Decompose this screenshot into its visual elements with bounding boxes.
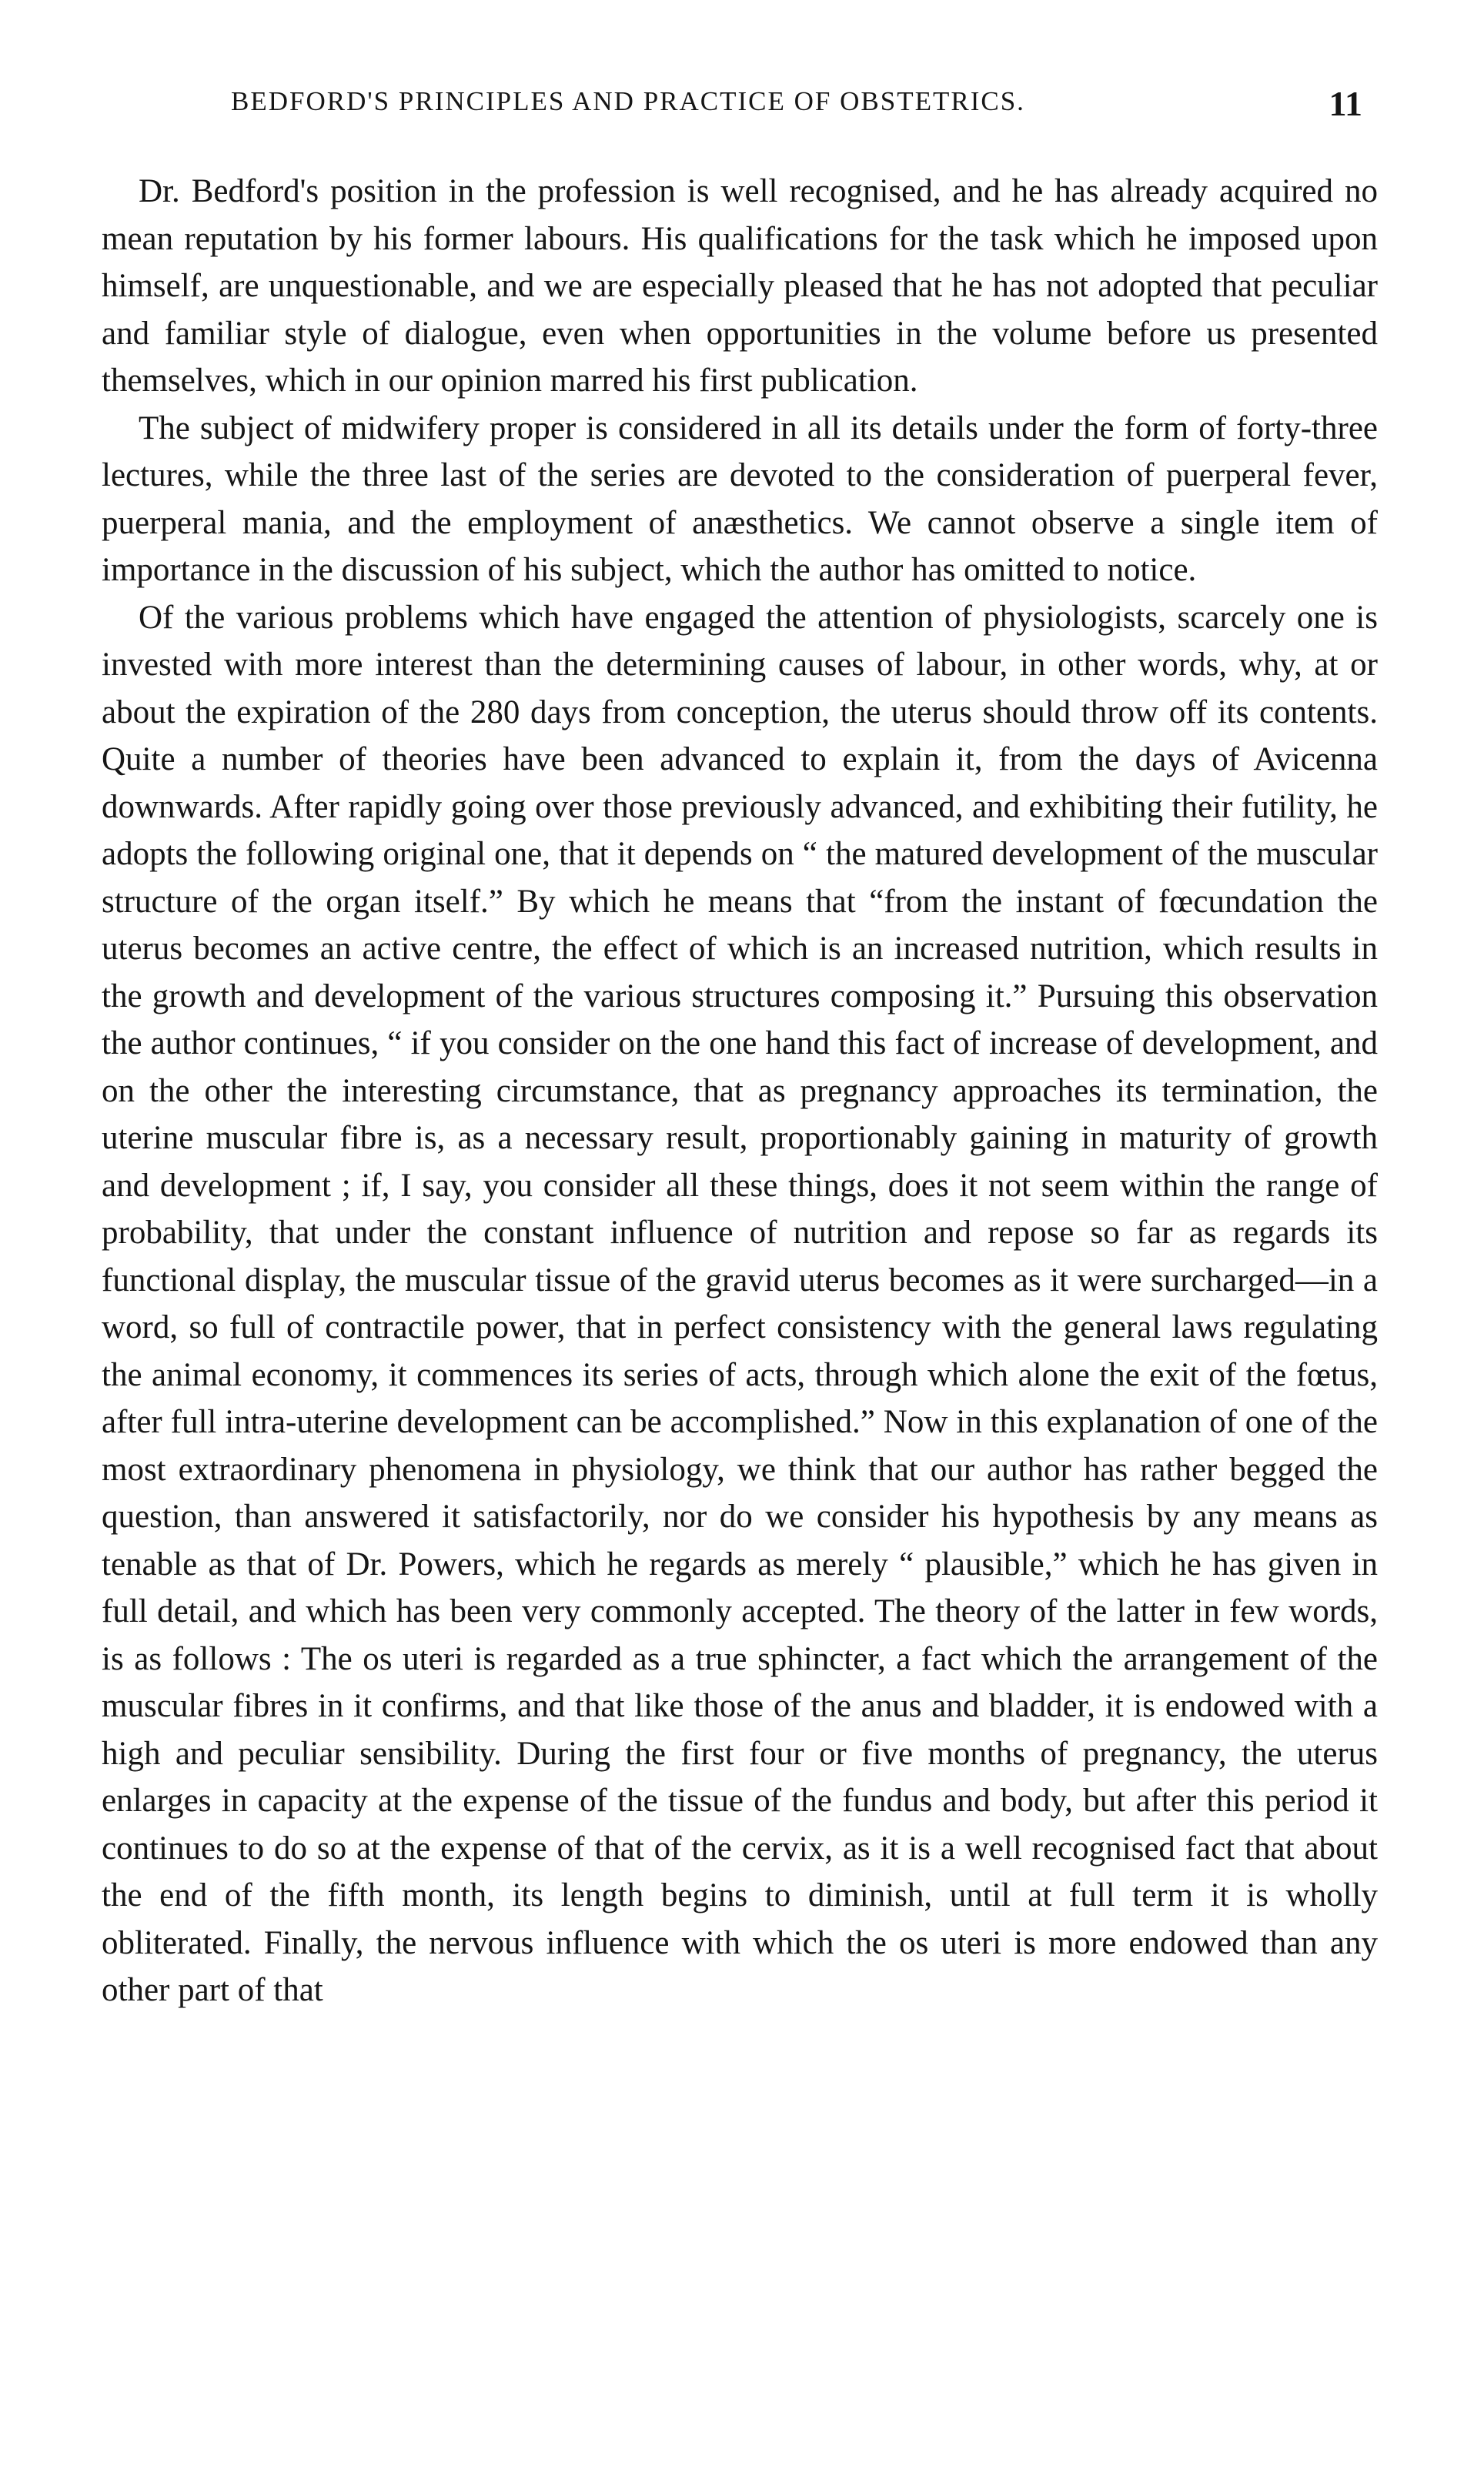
paragraph: Dr. Bedford's position in the profession is well recognised, and he has already acquired no mean reputation by his former labours. His qualifications for the task which he imposed upon himself, are unquestionable, and we are especially pleased that he has not adopted that peculiar and familiar style of dialogue, even when opportunities in the volume before us presented themselves, which in our opinion marred his first publication. bbox=[102, 173, 1378, 399]
body-text bbox=[102, 168, 1378, 2014]
paragraph: The subject of midwifery proper is considered in all its details under the form of forty-three lectures, while the three last of the series are devoted to the consideration of puerperal fever, puerperal mania, and the employment of anæsthetics. We cannot observe a single item of importance in the discussion of his subject, which the author has omitted to notice. bbox=[102, 409, 1378, 588]
running-header bbox=[231, 86, 1362, 132]
running-title: BEDFORD'S PRINCIPLES AND PRACTICE OF OBSTETRICS. bbox=[231, 86, 1025, 116]
paragraph: Of the various problems which have engaged the attention of physiologists, scarcely one is invested with more interest than the determining causes of labour, in other words, why, at or about the expiration of the 280 days from conception, the uterus should throw off its contents. Quite a number of theories have been advanced to explain it, from the days of Avicenna downwards. After rapidly going over those previously advanced, and exhibiting their futility, he adopts the following original one, that it depends on “ the matured development of the muscular structure of the organ itself.” By which he means that “from the instant of fœcundation the uterus becomes an active centre, the effect of which is an increased nutrition, which results in the growth and development of the various structures composing it.” Pursuing this observation the author continues, “ if you consider on the one hand this fact of increase of development, and on the other the interesting circumstance, that as pregnancy approaches its termination, the uterine muscular fibre is, as a necessary result, proportionably gaining in maturity of growth and development ; if, I say, you consider all these things, does it not seem within the range of probability, that under the constant influence of nutrition and repose so far as regards its functional display, the muscular tissue of the gravid uterus becomes as it were surcharged—in a word, so full of contractile power, that in perfect consistency with the general laws regulating the animal economy, it commences its series of acts, through which alone the exit of the fœtus, after full intra-uterine development can be accomplished.” Now in this explanation of one of the most extraordinary phenomena in physiology, we think that our author has rather begged the question, than answered it satisfactorily, nor do we consider his hypothesis by any means as tenable as that of Dr. Powers, which he regards as merely “ plausible,” which he has given in full detail, and which has been very commonly accepted. The theory of the latter in few words, is as follows : The os uteri is regarded as a true sphincter, a fact which the arrangement of the muscular fibres in it confirms, and that like those of the anus and bladder, it is endowed with a high and peculiar sensibility. During the first four or five months of pregnancy, the uterus enlarges in capacity at the expense of the tissue of the fundus and body, but after this period it continues to do so at the expense of that of the cervix, as it is a well recognised fact that about the end of the fifth month, its length begins to diminish, until at full term it is wholly obliterated. Finally, the nervous influence with which the os uteri is more endowed than any other part of that bbox=[102, 599, 1378, 2008]
page-number: 11 bbox=[1329, 84, 1362, 123]
